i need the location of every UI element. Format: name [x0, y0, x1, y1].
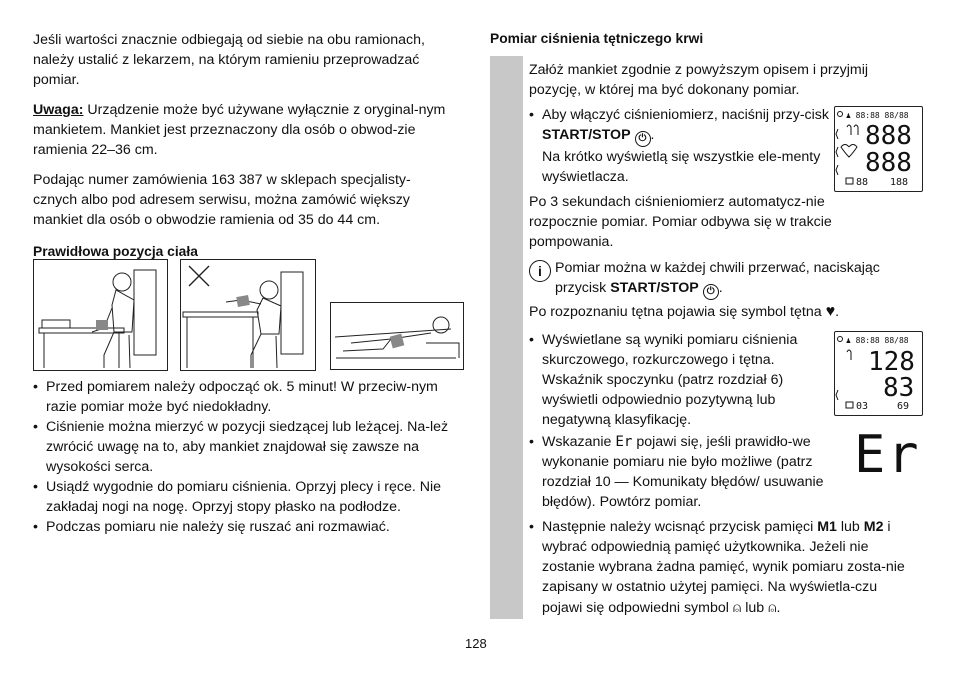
memory-end: .: [776, 600, 781, 616]
sidebar-shading: [490, 56, 523, 619]
paragraph-cuff-note: [33, 100, 465, 160]
paragraph-larger-cuff: Podając numer zamówienia 163 387 w sklepach specjalisty-cznych albo pod adresem serwisu, można zamówić większy mankiet dla osób o obwodzie ramienia od 35 do 44 cm.: [33, 172, 411, 228]
power-icon-2: ⏻: [703, 284, 719, 300]
info-icon: i: [529, 260, 551, 282]
start-text-2: Na krótko wyświetlą się wszystkie ele-menty wyświetlacza.: [542, 149, 821, 185]
lcd2-row1: ♟ 88:88 88/88: [846, 336, 909, 345]
bullet-start: • Aby włączyć ciśnieniomierz, naciśnij przy-cisk START/STOP ⏻ . Na krótko wyświetlą się wszystkie ele-menty wyświetlacza.: [529, 105, 834, 187]
lcd-results-graphic: [835, 332, 922, 415]
bullet-list-results: [529, 330, 829, 430]
bullet-list-memory: [529, 517, 919, 618]
seated-wrong-illustration: [181, 260, 315, 370]
figure-lying: [330, 302, 464, 370]
info-text: Pomiar można w każdej chwili przerwać, naciskając przycisk START/STOP ⏻ .: [555, 258, 919, 300]
figure-seated-correct: [33, 259, 168, 371]
memory-m1: M1: [817, 519, 837, 535]
power-icon: ⏻: [635, 131, 651, 147]
info-start-stop: START/STOP: [610, 280, 699, 296]
bullet-results: • Wyświetlane są wyniki pomiaru ciśnienia skurczowego, rozkurczowego i tętna. Wskaźnik spoczynku (patrz rozdział 6) wyświetli odpowiednio pozytywną lub negatywną klasyfikację.: [529, 330, 829, 430]
memory-post: i wybrać odpowiednią pamięć użytkownika. Jeżeli nie zostanie wybrana żadna pamięć, wynik pomiaru zosta-nie zapisany w ostatnio użytej pamięci. Na wyświetla-czu pojawi się odpowiedni symbol: [542, 519, 905, 616]
user2-icon: ⍝: [768, 599, 777, 615]
lcd2-dia: 83: [883, 373, 915, 403]
memory-m2: M2: [863, 519, 884, 535]
lcd-all-segments: [834, 106, 923, 192]
user1-icon: ⍝: [732, 599, 742, 615]
bullet-memory: [529, 517, 919, 618]
seated-correct-illustration: [34, 260, 167, 370]
heading-posture: Prawidłowa pozycja ciała: [33, 244, 198, 259]
bullet-list-start: [529, 105, 834, 187]
left-column: [33, 30, 473, 262]
lcd1-mem: 88: [856, 177, 869, 188]
lying-illustration: [331, 303, 463, 369]
heading-measurement: Pomiar ciśnienia tętniczego krwi: [490, 31, 704, 46]
note-label: Uwaga:: [33, 102, 84, 118]
bullet-error: [529, 432, 829, 512]
posture-bullets: [33, 377, 463, 537]
paragraph-auto-start: Po 3 sekundach ciśnieniomierz automatycz-nie rozpocznie pomiar. Pomiar odbywa się w trakcie pompowania.: [529, 194, 832, 250]
lcd2-pulse: 69: [897, 401, 910, 412]
lcd-all-segments-graphic: [835, 107, 922, 191]
pulse-text: Po rozpoznaniu tętna pojawia się symbol tętna: [529, 304, 822, 320]
error-symbol-inline: Er: [615, 434, 633, 450]
bullet-position: • Ciśnienie można mierzyć w pozycji siedzącej lub leżącej. Na-leż zwrócić uwagę na to, aby mankiet znajdował się zawsze na wysokości serca.: [33, 417, 463, 477]
lcd-results: [834, 331, 923, 416]
memory-or: lub: [741, 600, 769, 616]
heart-icon: ♥: [825, 303, 836, 320]
lcd1-pulse: 188: [890, 177, 909, 188]
start-text: Aby włączyć ciśnieniomierz, naciśnij przy-cisk: [542, 107, 829, 123]
paragraph-put-cuff: Załóż mankiet zgodnie z powyższym opisem i przyjmij pozycję, w której ma być dokonany pomiar.: [529, 62, 869, 98]
paragraph-pulse-symbol: Po rozpoznaniu tętna pojawia się symbol tętna ♥.: [529, 303, 840, 320]
bullet-rest: • Przed pomiarem należy odpocząć ok. 5 minut! W przeciw-nym razie pomiar może być niedokładny.: [33, 377, 463, 417]
memory-pre: Następnie należy wcisnąć przycisk pamięci: [542, 519, 818, 535]
bullet-sit: • Usiądź wygodnie do pomiaru ciśnienia. Oprzyj plecy i ręce. Nie zakładaj nogi na nogę. Oprzyj stopy płasko na podłodze.: [33, 477, 463, 517]
paragraph-arm-difference: Jeśli wartości znacznie odbiegają od siebie na obu ramionach, należy ustalić z lekarzem, na którym ramieniu przeprowadzać pomiar.: [33, 32, 425, 88]
error-post: pojawi się, jeśli prawidło-we wykonanie pomiaru nie było możliwe (patrz rozdział 10 — Komunikaty błędów/ usuwanie błędów). Powtórz pomiar.: [542, 434, 824, 510]
error-pre: Wskazanie: [542, 434, 616, 450]
note-text: Urządzenie może być używane wyłącznie z oryginal-nym mankietem. Mankiet jest przeznaczony dla osób o obwod-zie ramienia 22–36 cm.: [33, 102, 446, 158]
start-stop-label: START/STOP: [542, 127, 631, 143]
lcd2-sys: 128: [868, 347, 915, 377]
info-text-body: Pomiar można w każdej chwili przerwać, naciskając przycisk: [555, 260, 880, 296]
lcd1-dia: 888: [865, 148, 912, 178]
page-number: 128: [465, 636, 487, 651]
figure-seated-wrong: [180, 259, 316, 371]
bullet-list-error: [529, 432, 829, 512]
lcd2-mem: 03: [856, 401, 869, 412]
info-note: [529, 258, 919, 300]
bullet-no-move: • Podczas pomiaru nie należy się ruszać ani rozmawiać.: [33, 517, 463, 537]
memory-mid: lub: [836, 519, 864, 535]
error-display: Er: [854, 425, 921, 485]
lcd1-row1: ♟ 88:88 88/88: [846, 111, 909, 120]
lcd1-sys: 888: [865, 121, 912, 151]
